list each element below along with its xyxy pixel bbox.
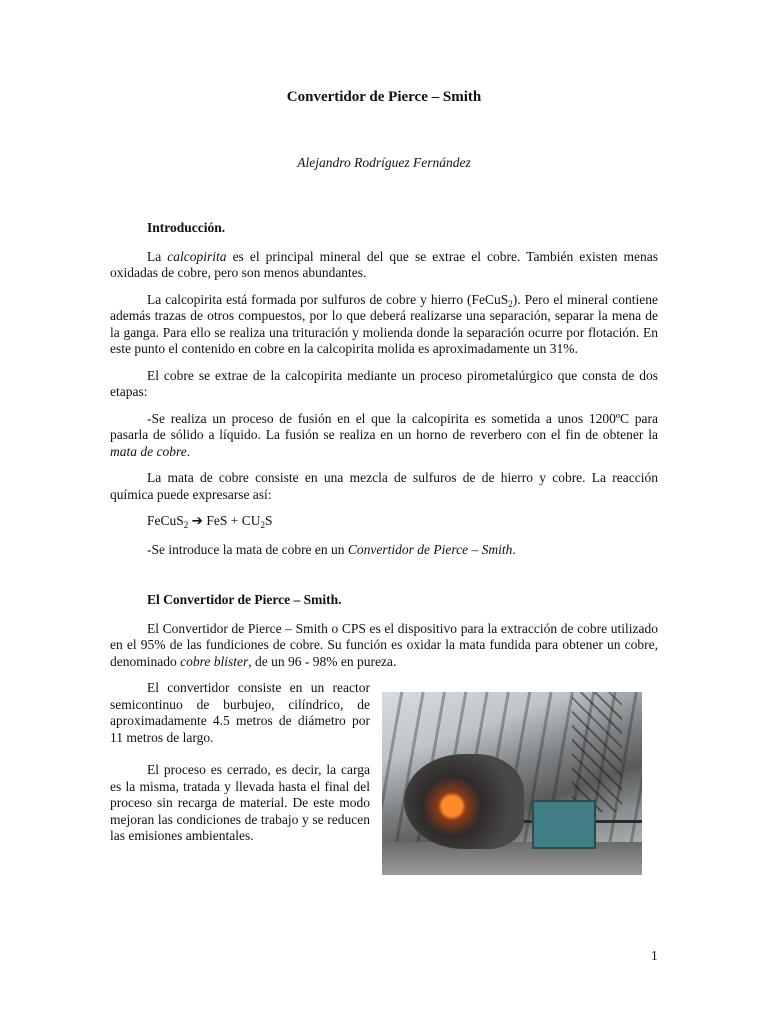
intro-paragraph-1 bbox=[110, 249, 658, 282]
text-run: La bbox=[147, 248, 168, 264]
text-image-wrap bbox=[110, 680, 658, 890]
wrap-text-column bbox=[110, 680, 370, 845]
subscript: 2 bbox=[260, 520, 265, 530]
text-run: . bbox=[512, 541, 516, 557]
steel-tower bbox=[572, 692, 622, 812]
subscript: 2 bbox=[508, 298, 513, 309]
text-run: . bbox=[186, 443, 191, 459]
document-title: Convertidor de Pierce – Smith bbox=[286, 89, 482, 105]
text-run: -Se introduce la mata de cobre en un bbox=[147, 541, 348, 557]
text-run: es el principal mineral del que se extrae el cobre. También existen menas oxidadas de cobre, pero son menos abundantes. bbox=[110, 248, 658, 280]
intro-paragraph-4 bbox=[110, 411, 658, 461]
text-run: El Convertidor de Pierce – Smith o CPS es el dispositivo para la extracción de cobre utilizado en el 95% de las fundiciones de cobre. Su función es oxidar la mata fundida para obtener un cobre, denominado bbox=[110, 620, 658, 669]
term-calcopirita: calcopirita bbox=[167, 248, 227, 264]
chemical-equation bbox=[110, 513, 658, 530]
term-convertidor: Convertidor de Pierce – Smith bbox=[347, 541, 513, 557]
intro-paragraph-6 bbox=[110, 542, 658, 559]
text-run: La calcopirita está formada por sulfuros de cobre y hierro (FeCuS bbox=[147, 291, 509, 307]
section2-paragraph-1 bbox=[110, 621, 658, 671]
intro-heading: Introducción. bbox=[147, 220, 226, 235]
term-mata-de-cobre: mata de cobre bbox=[110, 443, 187, 459]
text-run: ). Pero el mineral contiene además trazas de otros compuestos, por lo que deberá realizarse una separación, separar la mena de la ganga. Para ello se realiza una trituración y molienda donde la separación ocurre por flotación. En este punto el contenido en cobre en la calcopirita molida es aproximadamente un 31%. bbox=[110, 291, 658, 356]
intro-paragraph-3: El cobre se extrae de la calcopirita mediante un proceso pirometalúrgico que consta de dos etapas: bbox=[110, 367, 658, 399]
page-number: 1 bbox=[651, 948, 658, 963]
text-run: , de un 96 - 98% en pureza. bbox=[248, 653, 397, 669]
section2-paragraph-3: El proceso es cerrado, es decir, la carga es la misma, tratada y llevada hasta el final del proceso sin recarga de material. De este modo mejoran las condiciones de trabajo y se reducen las emisiones ambientales. bbox=[110, 762, 370, 843]
document-body bbox=[110, 220, 658, 890]
intro-paragraph-2 bbox=[110, 292, 658, 358]
plant-floor bbox=[382, 842, 642, 875]
arrow-icon: ➔ bbox=[188, 513, 207, 528]
section2-paragraph-2: El convertidor consiste en un reactor semicontinuo de burbujeo, cilíndrico, de aproximadamente 4.5 metros de diámetro por 11 metros de largo. bbox=[110, 680, 370, 745]
text-run: -Se realiza un proceso de fusión en el que la calcopirita es sometida a unos 1200ºC para pasarla de sólido a líquido. La fusión se realiza en un horno de reverbero con el fin de obtener la bbox=[110, 410, 658, 442]
converter-vessel bbox=[404, 754, 524, 849]
intro-paragraph-5: La mata de cobre consiste en una mezcla de sulfuros de de hierro y cobre. La reacción química puede expresarse así: bbox=[110, 470, 658, 502]
formula-part: FeS + CU bbox=[206, 513, 261, 528]
document-author: Alejandro Rodríguez Fernández bbox=[297, 155, 471, 170]
subscript: 2 bbox=[183, 520, 189, 530]
formula-part: S bbox=[264, 513, 273, 528]
section2-heading: El Convertidor de Pierce – Smith. bbox=[147, 592, 342, 607]
converter-photo bbox=[382, 692, 642, 875]
formula-part: FeCuS bbox=[147, 513, 184, 528]
operator-cabin bbox=[532, 800, 596, 849]
term-cobre-blister: cobre blister bbox=[180, 653, 249, 669]
